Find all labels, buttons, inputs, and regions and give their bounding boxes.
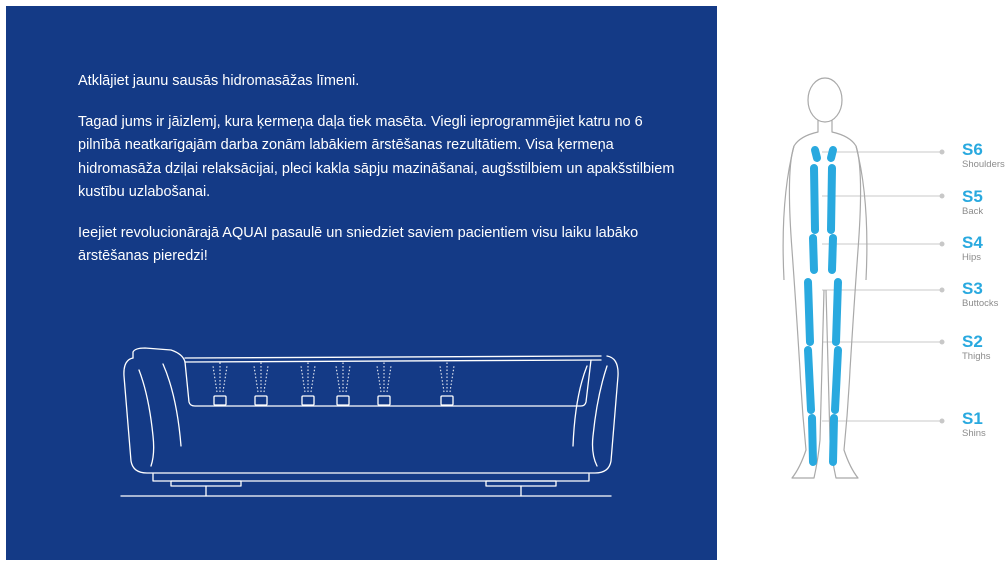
zone-code: S4: [962, 233, 983, 252]
intro-heading: Atklājiet jaunu sausās hidromasāžas līmeni.: [78, 73, 360, 89]
zone-code: S6: [962, 140, 983, 159]
zone-s3: [962, 280, 1002, 310]
zone-s2: [962, 333, 1002, 363]
zone-name: Buttocks: [962, 298, 999, 309]
zone-code: S5: [962, 187, 983, 206]
hydromassage-bed-illustration: [111, 336, 631, 506]
zone-name: Thighs: [962, 351, 991, 362]
zone-s5: [962, 188, 1002, 218]
zone-code: S2: [962, 332, 983, 351]
zone-code: S1: [962, 409, 983, 428]
zone-code: S3: [962, 279, 983, 298]
invitation-text: Ieejiet revolucionārajā AQUAI pasaulē un sniedziet saviem pacientiem visu laiku labāko ārstēšanas pieredzi!: [78, 224, 639, 264]
zone-name: Back: [962, 206, 984, 217]
info-panel: [6, 6, 717, 560]
zone-s4: [962, 234, 1002, 264]
panel-text: [78, 70, 678, 286]
zone-name: Shoulders: [962, 159, 1005, 170]
zone-s6: [962, 140, 1005, 171]
zone-name: Hips: [962, 252, 982, 263]
body-figure-illustration: [770, 70, 880, 490]
zone-s1: [962, 410, 1002, 440]
zones-description: Tagad jums ir jāizlemj, kura ķermeņa daļa tiek masēta. Viegli ieprogrammējiet katru no 6 pilnībā neatkarīgajām darba zonām labākiem ārstēšanas rezultātiem. Visa ķermeņa hidromasāža dziļai relaksācijai, pleci kakla sāpju mazināšanai, augšstilbiem un apakšstilbiem kustību uzlabošanai.: [78, 113, 675, 200]
zone-name: Shins: [962, 428, 986, 439]
